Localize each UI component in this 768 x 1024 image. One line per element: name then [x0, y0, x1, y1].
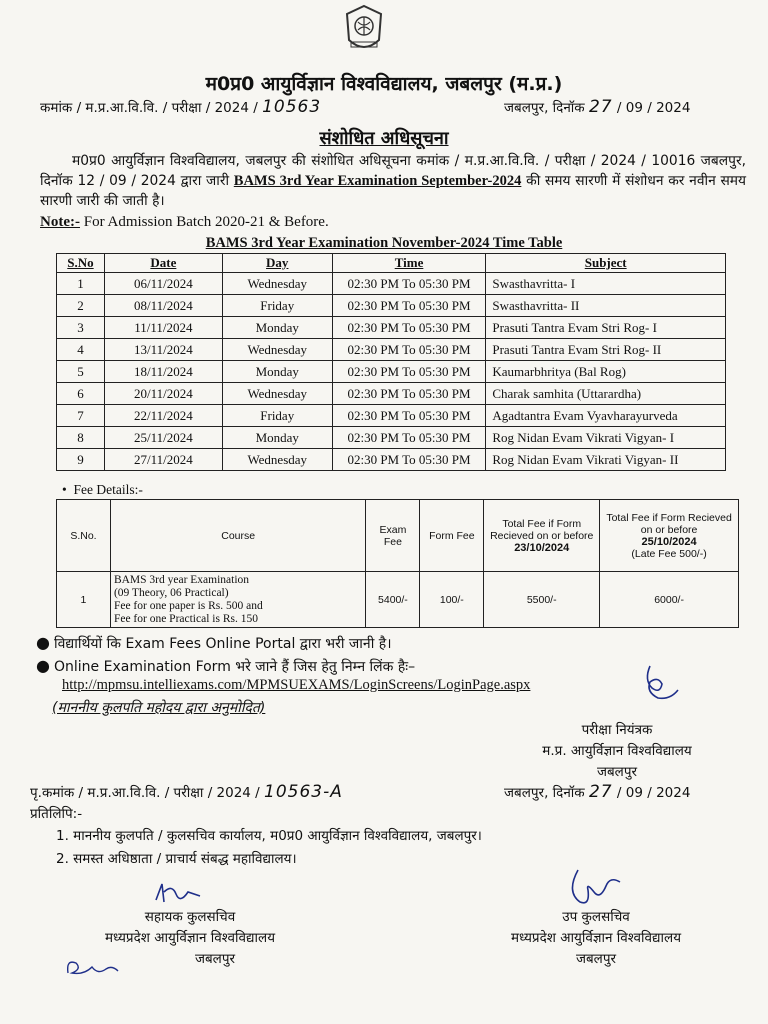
notice-paragraph: म0प्र0 आयुर्विज्ञान विश्वविद्यालय, जबलपुर की संशोधित अधिसूचना कमांक / म.प्र.आ.वि.वि. / परीक्षा / 2024 / 10016 जबलपुर, दिनॉक 12 / 09 / 2024 द्वारा जारी BAMS 3rd Year Examination September-2024 की समय सारणी में संशोधन कर नवीन समय सारणी जारी की जाती है। — [40, 153, 747, 209]
bullet-icon: • — [62, 482, 74, 497]
list-item: 1. माननीय कुलपति / कुलसचिव कार्यालय, म0प्र0 आयुर्विज्ञान विश्वविद्यालय, जबलपुर। — [56, 828, 482, 844]
table-row: 1 BAMS 3rd year Examination (09 Theory, 06 Practical) Fee for one paper is Rs. 500 and Fee for one Practical is Rs. 150 5400/- 100/- 5500/- 6000/- — [57, 572, 739, 628]
copy-list — [56, 825, 482, 871]
table-row: 3 11/11/2024 Monday 02:30 PM To 05:30 PM Prasuti Tantra Evam Stri Rog- I — [57, 317, 726, 339]
col-day: Day — [222, 254, 332, 273]
admission-note: Note:- For Admission Batch 2020-21 & Before. — [40, 214, 329, 230]
university-title: म0प्र0 आयुर्विज्ञान विश्वविद्यालय, जबलपुर (म.प्र.) — [205, 73, 563, 95]
bullet-icon: ● — [36, 633, 50, 652]
list-item: ● Online Examination Form भरे जाने हैं जिस हेतु निम्न लिंक हैः– — [36, 656, 416, 675]
ref-number-handwritten: 10563 — [262, 97, 322, 117]
table-row: 9 27/11/2024 Wednesday 02:30 PM To 05:30 PM Rog Nidan Evam Vikrati Vigyan- II — [57, 449, 726, 471]
table-row: 4 13/11/2024 Wednesday 02:30 PM To 05:30 PM Prasuti Tantra Evam Stri Rog- II — [57, 339, 726, 361]
fee-details-heading: • Fee Details:- — [62, 482, 143, 497]
table-row: 2 08/11/2024 Friday 02:30 PM To 05:30 PM Swasthavritta- II — [57, 295, 726, 317]
list-item: ● विद्यार्थियों कि Exam Fees Online Portal द्वारा भरी जानी है। — [36, 633, 392, 652]
university-emblem-icon — [343, 4, 385, 56]
instruction-list — [36, 632, 415, 678]
timetable — [56, 253, 726, 471]
fee-table — [56, 499, 739, 628]
controller-signature-icon — [636, 660, 686, 706]
col-date: Date — [104, 254, 222, 273]
table-row: 8 25/11/2024 Monday 02:30 PM To 05:30 PM Rog Nidan Evam Vikrati Vigyan- I — [57, 427, 726, 449]
approval-note: (माननीय कुलपति महोदय द्वारा अनुमोदित) — [52, 700, 266, 716]
notice-subtitle: संशोधित अधिसूचना — [319, 128, 449, 149]
endorsement-date: जबलपुर, दिनॉक 27 / 09 / 2024 — [504, 782, 691, 802]
table-row: 1 06/11/2024 Wednesday 02:30 PM To 05:30 PM Swasthavritta- I — [57, 273, 726, 295]
timetable-header-row — [57, 254, 726, 273]
exam-portal-link[interactable]: http://mpmsu.intelliexams.com/MPMSUEXAMS/LoginScreens/LoginPage.aspx — [62, 677, 531, 693]
copy-heading: प्रतिलिपि:- — [30, 806, 83, 822]
table-row: 5 18/11/2024 Monday 02:30 PM To 05:30 PM Kaumarbhritya (Bal Rog) — [57, 361, 726, 383]
table-row: 7 22/11/2024 Friday 02:30 PM To 05:30 PM Agadtantra Evam Vyavharayurveda — [57, 405, 726, 427]
reference-number: कमांक / म.प्र.आ.वि.वि. / परीक्षा / 2024 / 10563 — [40, 97, 322, 117]
timetable-title: BAMS 3rd Year Examination November-2024 Time Table — [205, 235, 563, 251]
deputy-registrar-signature-block: उप कुलसचिव मध्यप्रदेश आयुर्विज्ञान विश्वविद्यालय जबलपुर — [510, 909, 682, 967]
table-row: 6 20/11/2024 Wednesday 02:30 PM To 05:30 PM Charak samhita (Uttarardha) — [57, 383, 726, 405]
endorsement-number: पृ.कमांक / म.प्र.आ.वि.वि. / परीक्षा / 2024 / 10563-A — [30, 782, 343, 802]
col-subject: Subject — [486, 254, 726, 273]
fee-header-row: S.No. Course Exam Fee Form Fee Total Fee if Form Recieved on or before 23/10/2024 Total Fee if Form Recieved on or before 25/10/2024 (Late Fee 500/-) — [57, 500, 739, 572]
col-time: Time — [332, 254, 486, 273]
issue-date: जबलपुर, दिनॉक 27 / 09 / 2024 — [504, 97, 691, 117]
exam-controller-signature-block: परीक्षा नियंत्रक म.प्र. आयुर्विज्ञान विश्वविद्यालय जबलपुर — [542, 722, 692, 780]
col-sno: S.No — [57, 254, 105, 273]
list-item: 2. समस्त अधिष्ठाता / प्राचार्य संबद्ध महाविद्यालय। — [56, 851, 297, 867]
exam-name-highlight: BAMS 3rd Year Examination September-2024 — [233, 173, 522, 189]
bullet-icon: ● — [36, 656, 50, 675]
assistant-registrar-signature-block: सहायक कुलसचिव मध्यप्रदेश आयुर्विज्ञान विश्वविद्यालय जबलपुर — [104, 909, 276, 967]
